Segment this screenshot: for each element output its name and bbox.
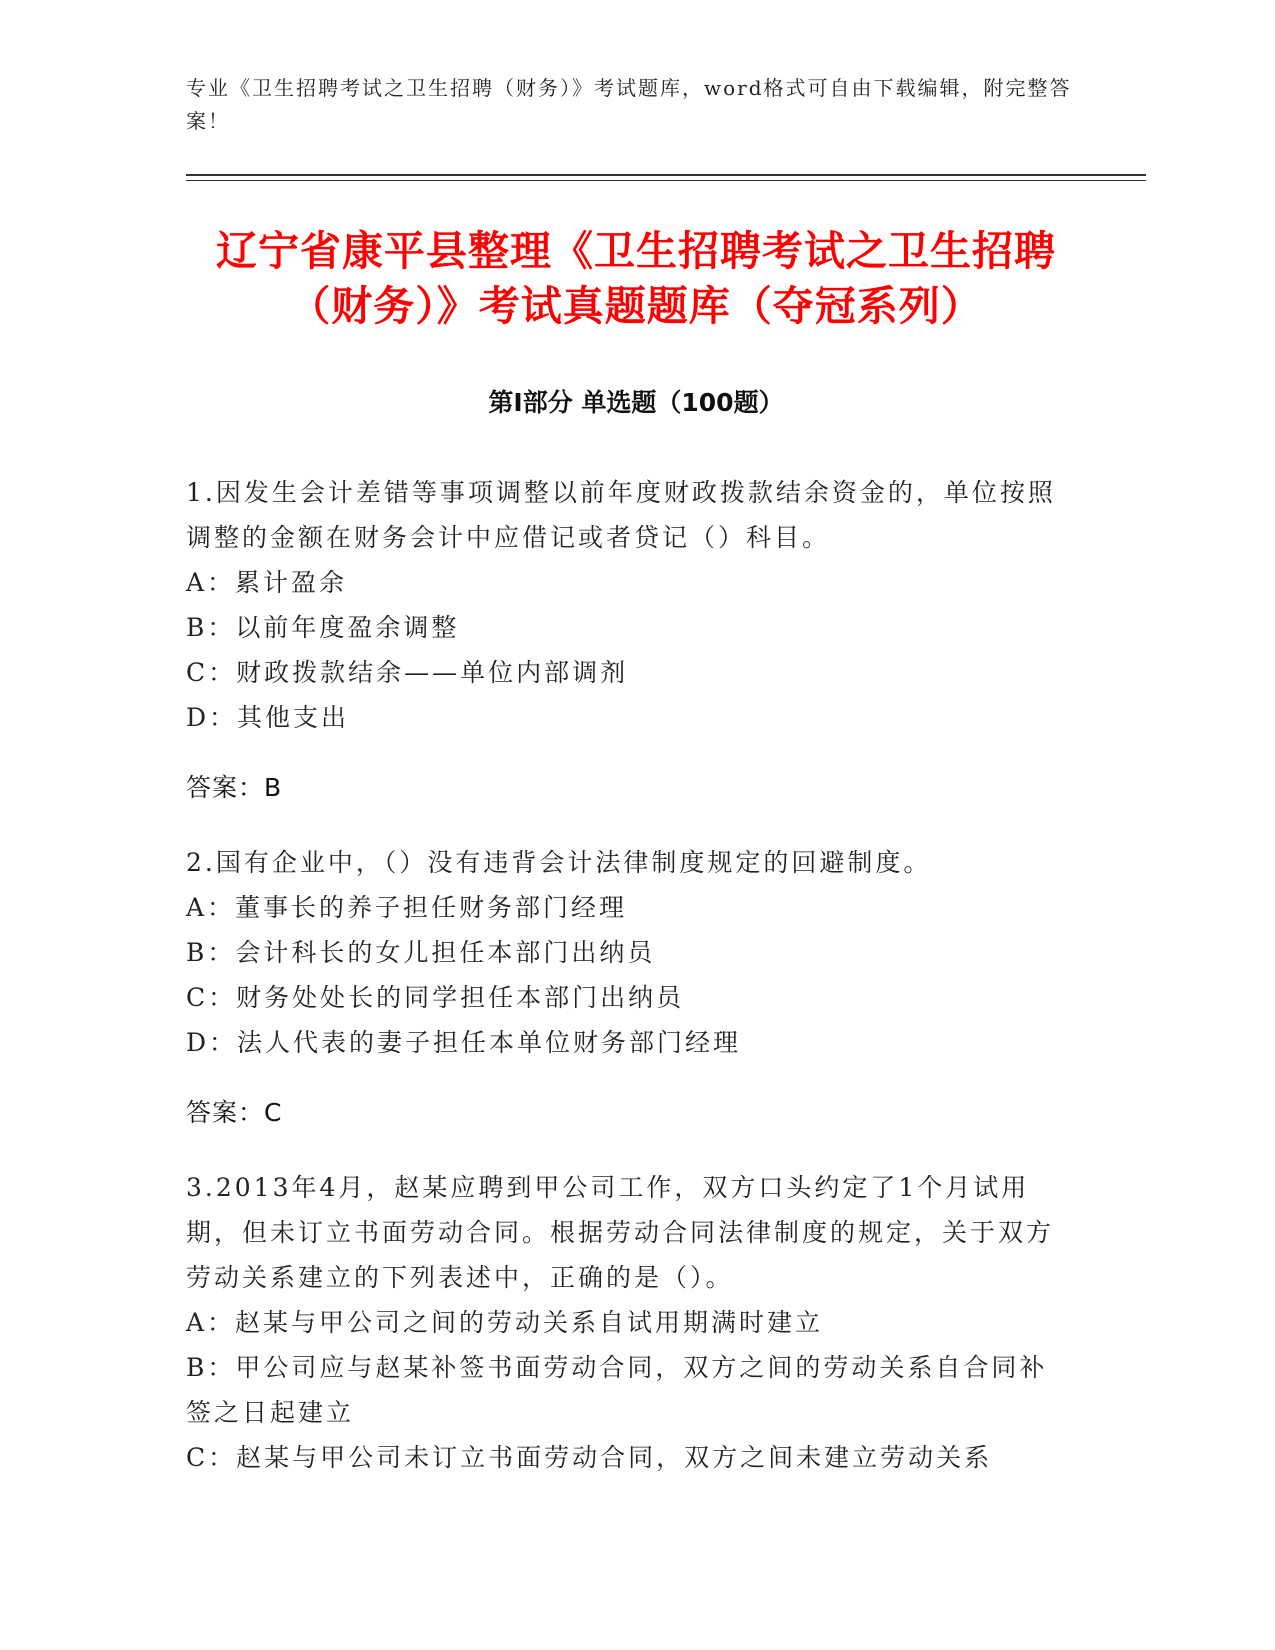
header-divider-thick	[186, 174, 1146, 176]
option-c: C：财政拨款结余——单位内部调剂	[186, 658, 629, 687]
option-c: C：赵某与甲公司未订立书面劳动合同，双方之间未建立劳动关系	[186, 1443, 993, 1472]
answer-label: 答案：B	[186, 773, 283, 802]
option-d: D：法人代表的妻子担任本单位财务部门经理	[186, 1028, 742, 1057]
section-title: 第I部分 单选题（100题）	[488, 388, 784, 417]
question-2	[186, 840, 1066, 1135]
option-a: A：累计盈余	[186, 568, 348, 597]
question-stem: 1.因发生会计差错等事项调整以前年度财政拨款结余资金的，单位按照调整的金额在财务会计中应借记或者贷记（）科目。	[186, 478, 1056, 552]
question-stem: 3.2013年4月，赵某应聘到甲公司工作，双方口头约定了1个月试用期，但未订立书面劳动合同。根据劳动合同法律制度的规定，关于双方劳动关系建立的下列表述中，正确的是（）。	[186, 1173, 1055, 1292]
option-b: B：会计科长的女儿担任本部门出纳员	[186, 938, 656, 967]
question-3	[186, 1165, 1066, 1480]
question-list	[186, 470, 1066, 1510]
header-note: 专业《卫生招聘考试之卫生招聘（财务）》考试题库，word格式可自由下载编辑，附完整答案！	[186, 76, 1072, 133]
option-a: A：董事长的养子担任财务部门经理	[186, 893, 628, 922]
document-title: 辽宁省康平县整理《卫生招聘考试之卫生招聘（财务）》考试真题题库（夺冠系列）	[216, 227, 1056, 330]
header-divider-thin	[186, 180, 1146, 181]
option-b: B：甲公司应与赵某补签书面劳动合同，双方之间的劳动关系自合同补签之日起建立	[186, 1353, 1048, 1427]
option-a: A：赵某与甲公司之间的劳动关系自试用期满时建立	[186, 1308, 824, 1337]
option-d: D：其他支出	[186, 703, 350, 732]
question-stem: 2.国有企业中，（）没有违背会计法律制度规定的回避制度。	[186, 848, 932, 877]
option-b: B：以前年度盈余调整	[186, 613, 460, 642]
option-c: C：财务处处长的同学担任本部门出纳员	[186, 983, 685, 1012]
answer-label: 答案：C	[186, 1098, 283, 1127]
question-1	[186, 470, 1066, 810]
